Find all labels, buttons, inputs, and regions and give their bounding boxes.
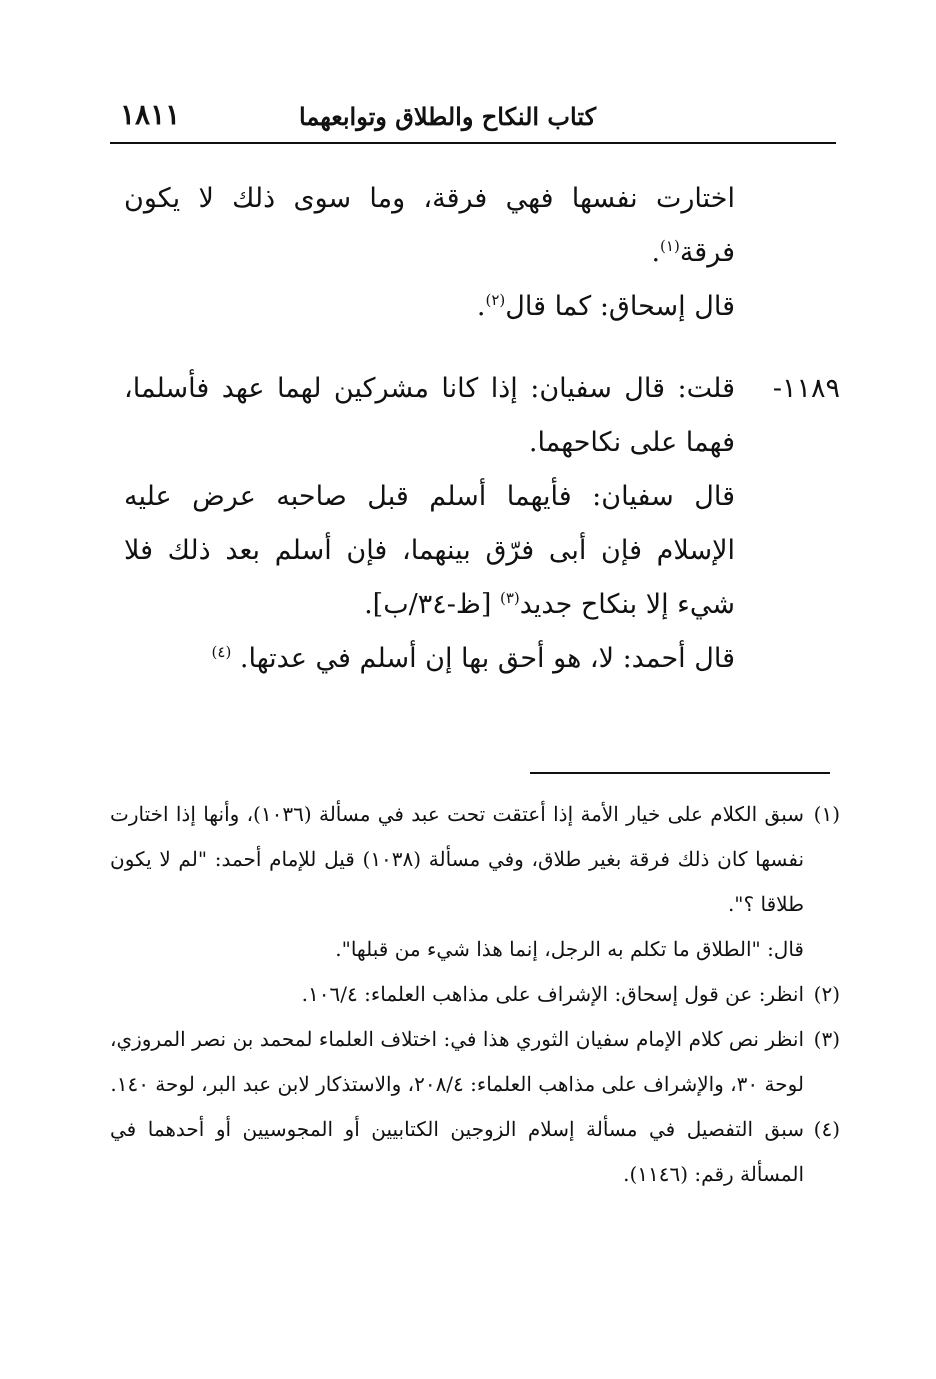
footnote-body — [110, 1107, 804, 1197]
paragraph — [124, 280, 735, 334]
issue-body — [124, 362, 735, 686]
footnote-body — [110, 972, 804, 1017]
footnotes — [110, 792, 840, 1197]
page-header — [110, 100, 836, 144]
footnote-separator — [530, 772, 830, 774]
page-number: ١٨١١ — [120, 98, 181, 131]
paragraph-end: . — [651, 237, 661, 268]
main-text — [124, 172, 840, 686]
footnote-number: (٢) — [813, 982, 840, 1006]
book-title: كتاب النكاح والطلاق وتوابعهما — [299, 102, 596, 131]
footnote-line: قال: "الطلاق ما تكلم به الرجل، إنما هذا شيء من قبلها". — [335, 937, 804, 961]
paragraph — [124, 632, 735, 686]
footnote-ref[interactable]: (٢) — [485, 291, 506, 309]
footnote-line: انظر نص كلام الإمام سفيان الثوري هذا في: اختلاف العلماء لمحمد بن نصر المروزي، لوحة ٣٠، والإشراف على مذاهب العلماء: ٢٠٨/٤، والاستذكار لابن عبد البر، لوحة ١٤٠. — [110, 1027, 804, 1096]
issue-entry — [124, 362, 840, 686]
footnote-body — [110, 792, 804, 972]
footnote-number: (٤) — [813, 1117, 840, 1141]
footnote — [110, 972, 840, 1017]
footnote-number: (٣) — [813, 1027, 840, 1051]
paragraph-text: قال سفيان: فأيهما أسلم قبل صاحبه عرض عليه الإسلام فإن أبى فرّق بينهما، فإن أسلم بعد ذلك فلا شيء إلا بنكاح جديد — [124, 481, 735, 620]
paragraph-end: . — [476, 291, 486, 322]
footnote-ref[interactable]: (١) — [660, 237, 680, 255]
issue-question: قلت: قال سفيان: إذا كانا مشركين لهما عهد فأسلما، فهما على نكاحهما. — [124, 373, 735, 458]
footnote-line: سبق التفصيل في مسألة إسلام الزوجين الكتابيين أو المجوسيين أو أحدهما في المسألة رقم: (١١٤٦). — [110, 1117, 804, 1186]
footnote-body — [110, 1017, 804, 1107]
issue-number: ١١٨٩- — [772, 373, 840, 404]
footnote — [110, 1017, 840, 1107]
paragraph-end: [ظ-٣٤/ب]. — [364, 589, 500, 620]
footnote-line: انظر: عن قول إسحاق: الإشراف على مذاهب العلماء: ١٠٦/٤. — [301, 982, 804, 1006]
footnote-line: سبق الكلام على خيار الأمة إذا أعتقت تحت عبد في مسألة (١٠٣٦)، وأنها إذا اختارت نفسها كان ذلك فرقة بغير طلاق، وفي مسألة (١٠٣٨) قيل للإمام أحمد: "لم لا يكون طلاقا ؟". — [110, 802, 805, 916]
paragraph — [124, 172, 735, 280]
paragraph — [124, 470, 735, 632]
paragraph-text: قال إسحاق: كما قال — [505, 291, 735, 322]
footnote — [110, 792, 840, 972]
spacer — [124, 334, 840, 362]
footnote-ref[interactable]: (٣) — [499, 589, 520, 607]
footnote — [110, 1107, 840, 1197]
footnote-ref[interactable]: (٤) — [211, 643, 232, 661]
paragraph-text: اختارت نفسها فهي فرقة، وما سوى ذلك لا يكون فرقة — [124, 183, 735, 268]
footnote-number: (١) — [813, 802, 840, 826]
paragraph-text: قال أحمد: لا، هو أحق بها إن أسلم في عدتها. — [239, 643, 735, 674]
